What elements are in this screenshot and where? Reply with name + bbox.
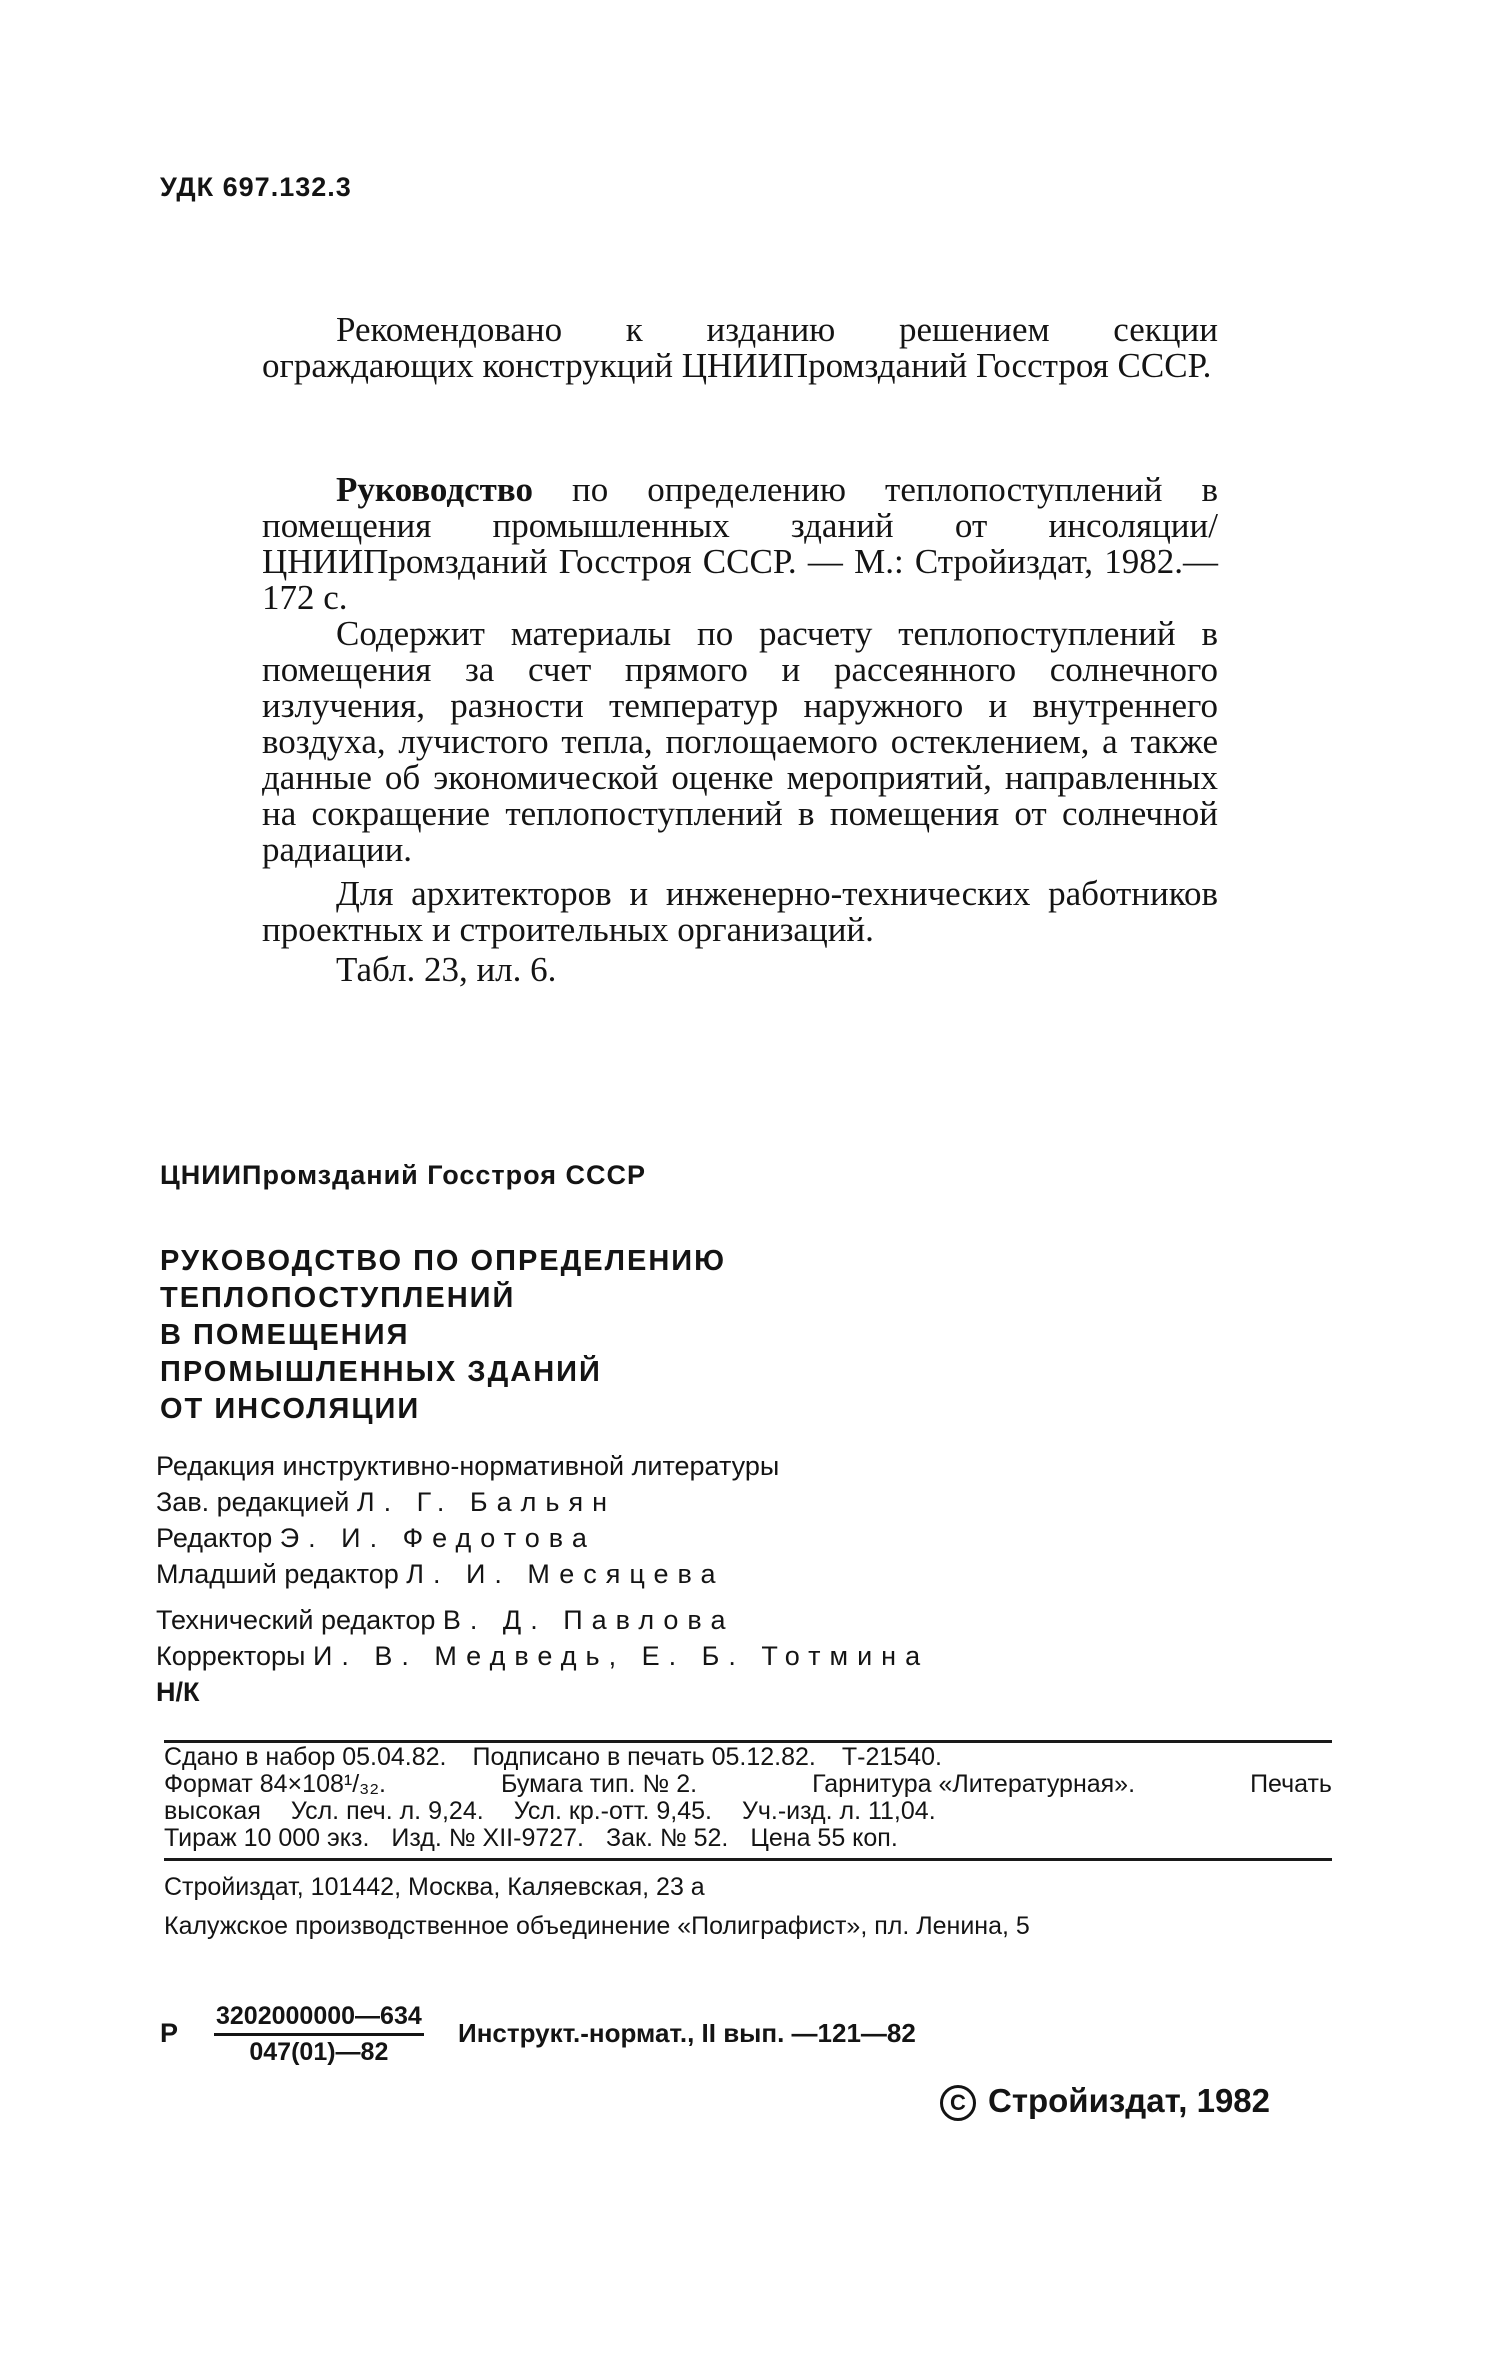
copyright-line bbox=[940, 2082, 1270, 2121]
printer-address: Калужское производственное объединение «Полиграфист», пл. Ленина, 5 bbox=[164, 1912, 1030, 1940]
tech-editor-line: Технический редактор В. Д. Павлова bbox=[156, 1605, 735, 1635]
catalog-fraction bbox=[214, 2002, 424, 2067]
editor-line: Редактор Э. И. Федотова bbox=[156, 1523, 596, 1553]
title-line: ТЕПЛОПОСТУПЛЕНИЙ bbox=[160, 1282, 516, 1314]
imprint-row: высокая Усл. печ. л. 9,24. Усл. кр.-отт. 9,45. Уч.-изд. л. 11,04. bbox=[164, 1797, 936, 1825]
imprint-row: Тираж 10 000 экз. Изд. № XII-9727. Зак. № 52. Цена 55 коп. bbox=[164, 1824, 898, 1852]
tables-count: Табл. 23, ил. 6. bbox=[336, 950, 557, 989]
publisher-block bbox=[164, 1868, 1030, 1946]
proofreaders-line: Корректоры И. В. Медведь, Е. Б. Тотмина bbox=[156, 1641, 930, 1671]
bibliographic-citation bbox=[262, 472, 1218, 616]
book-title bbox=[160, 1243, 726, 1428]
title-line: РУКОВОДСТВО ПО ОПРЕДЕЛЕНИЮ bbox=[160, 1245, 727, 1277]
imprint-row: Формат 84×108¹/₃₂. Бумага тип. № 2. Гарнитура «Литературная». Печать bbox=[164, 1770, 1332, 1798]
title-line: ОТ ИНСОЛЯЦИИ bbox=[160, 1393, 421, 1425]
nk-mark: Н/К bbox=[156, 1677, 200, 1707]
copyright-text: Стройиздат, 1982 bbox=[988, 2082, 1271, 2119]
publisher-address: Стройиздат, 101442, Москва, Каляевская, 23 а bbox=[164, 1873, 705, 1901]
junior-editor-line: Младший редактор Л. И. Месяцева bbox=[156, 1559, 725, 1589]
udk-code: УДК 697.132.3 bbox=[160, 172, 352, 202]
copyright-icon: C bbox=[940, 2085, 976, 2121]
citation-title: Руководство bbox=[336, 470, 533, 509]
title-line: ПРОМЫШЛЕННЫХ ЗДАНИЙ bbox=[160, 1356, 602, 1388]
imprint-row: Сдано в набор 05.04.82. Подписано в печать 05.12.82. Т-21540. bbox=[164, 1743, 942, 1771]
head-editor-line: Зав. редакцией Л. Г. Бальян bbox=[156, 1487, 616, 1517]
catalog-note: Инструкт.-нормат., II вып. —121—82 bbox=[458, 2018, 916, 2048]
title-line: В ПОМЕЩЕНИЯ bbox=[160, 1319, 410, 1351]
abstract-audience: Для архитекторов и инженерно-технических работников проектных и строительных организаций. bbox=[262, 874, 1218, 949]
credits-block bbox=[156, 1448, 929, 1710]
catalog-numerator: 3202000000—634 bbox=[214, 2002, 424, 2036]
recommendation-note: Рекомендовано к изданию решением секции ограждающих конструкций ЦНИИПромзданий Госстроя СССР. bbox=[262, 310, 1218, 385]
citation-rest: по определению теплопоступлений в помещения промышленных зданий от инсоляции/ЦНИИПромзданий Госстроя СССР. — М.: Стройиздат, 1982.—172 с. bbox=[262, 470, 1218, 617]
catalog-letter: Р bbox=[160, 2018, 179, 2048]
catalog-denominator: 047(01)—82 bbox=[249, 2038, 389, 2066]
imprint-bottom-rule bbox=[164, 1858, 1332, 1861]
organization: ЦНИИПромзданий Госстроя СССР bbox=[160, 1160, 647, 1190]
abstract-content: Содержит материалы по расчету теплопоступлений в помещения за счет прямого и рассеянного солнечного излучения, разности температур наружного и внутреннего воздуха, лучистого тепла, поглощаемого остеклением, а также данные об экономической оценке мероприятий, направленных на сокращение теплопоступлений в помещения от солнечной радиации. bbox=[262, 614, 1218, 869]
imprint-block bbox=[164, 1744, 1332, 1852]
edition-line: Редакция инструктивно-нормативной литературы bbox=[156, 1451, 780, 1481]
